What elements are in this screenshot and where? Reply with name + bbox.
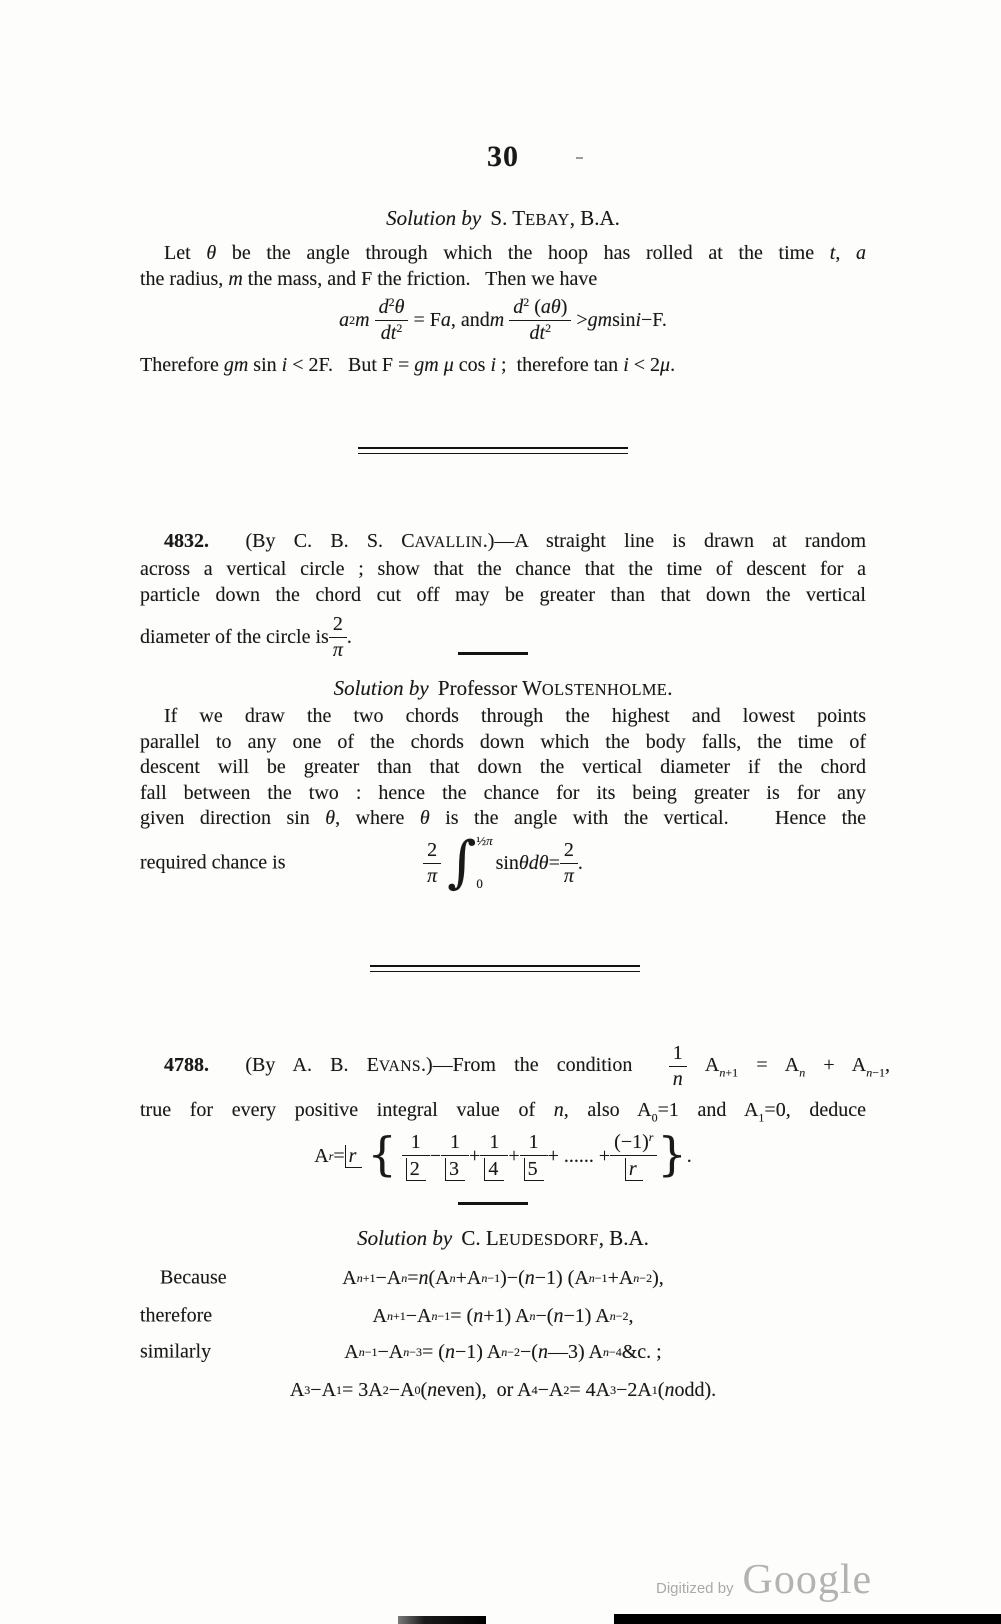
page-number: 30 — [487, 140, 519, 173]
text-line: parallel to any one of the chords down which the body falls, the time of — [140, 730, 866, 753]
derivation-formula: A n+1 −A n = n (A n +A n−1 )−( n −1) (A n−1 +A n−2 ), — [342, 1266, 664, 1289]
derivation-final-row — [140, 1372, 866, 1408]
derivation-label: similarly — [140, 1340, 212, 1363]
required-chance-row — [140, 830, 866, 896]
required-chance-label: required chance is — [140, 851, 286, 874]
text-line: across a vertical circle ; show that the chance that the time of descent for a — [140, 558, 866, 580]
digitized-by-text: Digitized by — [656, 1580, 734, 1597]
problem-4788-line-1: 4788. (By A. B. EVANS.)—From the condition $\frac{1}{n}$ $A_{n+1} = A_n + A_{n-1}$, — [164, 1041, 891, 1090]
tebay-equation: a 2 m $\frac{d^2\theta}{dt^2}$ = F a , and m $\frac{d^2 (a\theta)}{dt^2}$ > gm sin i −F. — [339, 294, 667, 344]
short-rule — [458, 652, 528, 655]
derivation-row — [140, 1260, 866, 1296]
text-line: 4832. (By C. B. S. CAVALLIN.)—A straight line is drawn at random — [164, 530, 867, 552]
scan-artifact-bar — [614, 1614, 1001, 1624]
derivation-formula: A n+1 −A n−1 = ( n +1) A n −( n −1) A n−2 , — [372, 1304, 634, 1327]
text-line: descent will be greater than that down the vertical diameter if the chord — [140, 756, 866, 778]
text-line: fall between the two : hence the chance for its being greater is for any — [140, 781, 866, 804]
solution-header-wolstenholme: Solution by Professor WOLSTENHOLME. — [333, 676, 673, 700]
text-line: particle down the chord cut off may be greater than that down the vertical — [140, 584, 866, 606]
integral-expression: $\frac{2}{\pi}$ ∫ ½π 0 sin θ dθ = $\frac{2}{\pi}$ . — [140, 834, 866, 892]
derivation-row — [140, 1298, 866, 1334]
text-line-with-fraction: diameter of the circle is $\frac{2}{\pi}$ . — [140, 612, 352, 661]
derivation-formula: A n−1 −A n−3 = ( n −1) A n−2 −( n —3) A n−4 &c. ; — [344, 1340, 662, 1363]
derivation-formula: A 3 −A 1 = 3A 2 −A 0 ( n even), or A 4 −A 2 = 4A 3 −2A 1 ( n odd). — [289, 1378, 717, 1401]
scan-artifact-bar — [398, 1616, 486, 1624]
tebay-paragraph — [140, 240, 866, 292]
problem-4788-line-2: true for every positive integral value of n, also $A_0=1$ and $A_1=0$, deduce — [140, 1099, 866, 1125]
scan-speck — [576, 157, 583, 159]
google-watermark — [656, 1556, 872, 1604]
google-logo-text: Google — [742, 1557, 873, 1603]
problem-4832 — [140, 528, 866, 660]
text-line: If we draw the two chords through the highest and lowest points — [164, 705, 866, 727]
derivation-row — [140, 1334, 866, 1370]
section-divider-double-rule — [358, 447, 628, 454]
tebay-conclusion: Therefore gm sin i < 2F. But F = gm μ cos i ; therefore tan i < 2μ. — [140, 354, 676, 376]
solution-header-leudesdorf: Solution by C. LEUDESDORF, B.A. — [357, 1226, 649, 1250]
text-line: given direction sin θ, where θ is the angle with the vertical. Hence the — [140, 807, 867, 829]
derivation-label: Because — [160, 1266, 227, 1289]
text-line: Let θ be the angle through which the hoop has rolled at the time t, a — [164, 242, 866, 264]
derivation-label: therefore — [140, 1304, 213, 1327]
solution-header-tebay: Solution by S. TEBAY, B.A. — [386, 206, 620, 230]
wolstenholme-paragraph — [140, 704, 866, 832]
factorial-series-formula: A r = r { $\frac{1}{2}$ − $\frac{1}{3}$ + $\frac{1}{4}$ + $\frac{1}{5}$ + ...... + $\frac{(-1)^r}{r}$ } . — [314, 1127, 692, 1181]
text-line: the radius, m the mass, and F the friction. Then we have — [140, 268, 598, 290]
short-rule — [458, 1202, 528, 1205]
section-divider-double-rule — [370, 965, 640, 972]
